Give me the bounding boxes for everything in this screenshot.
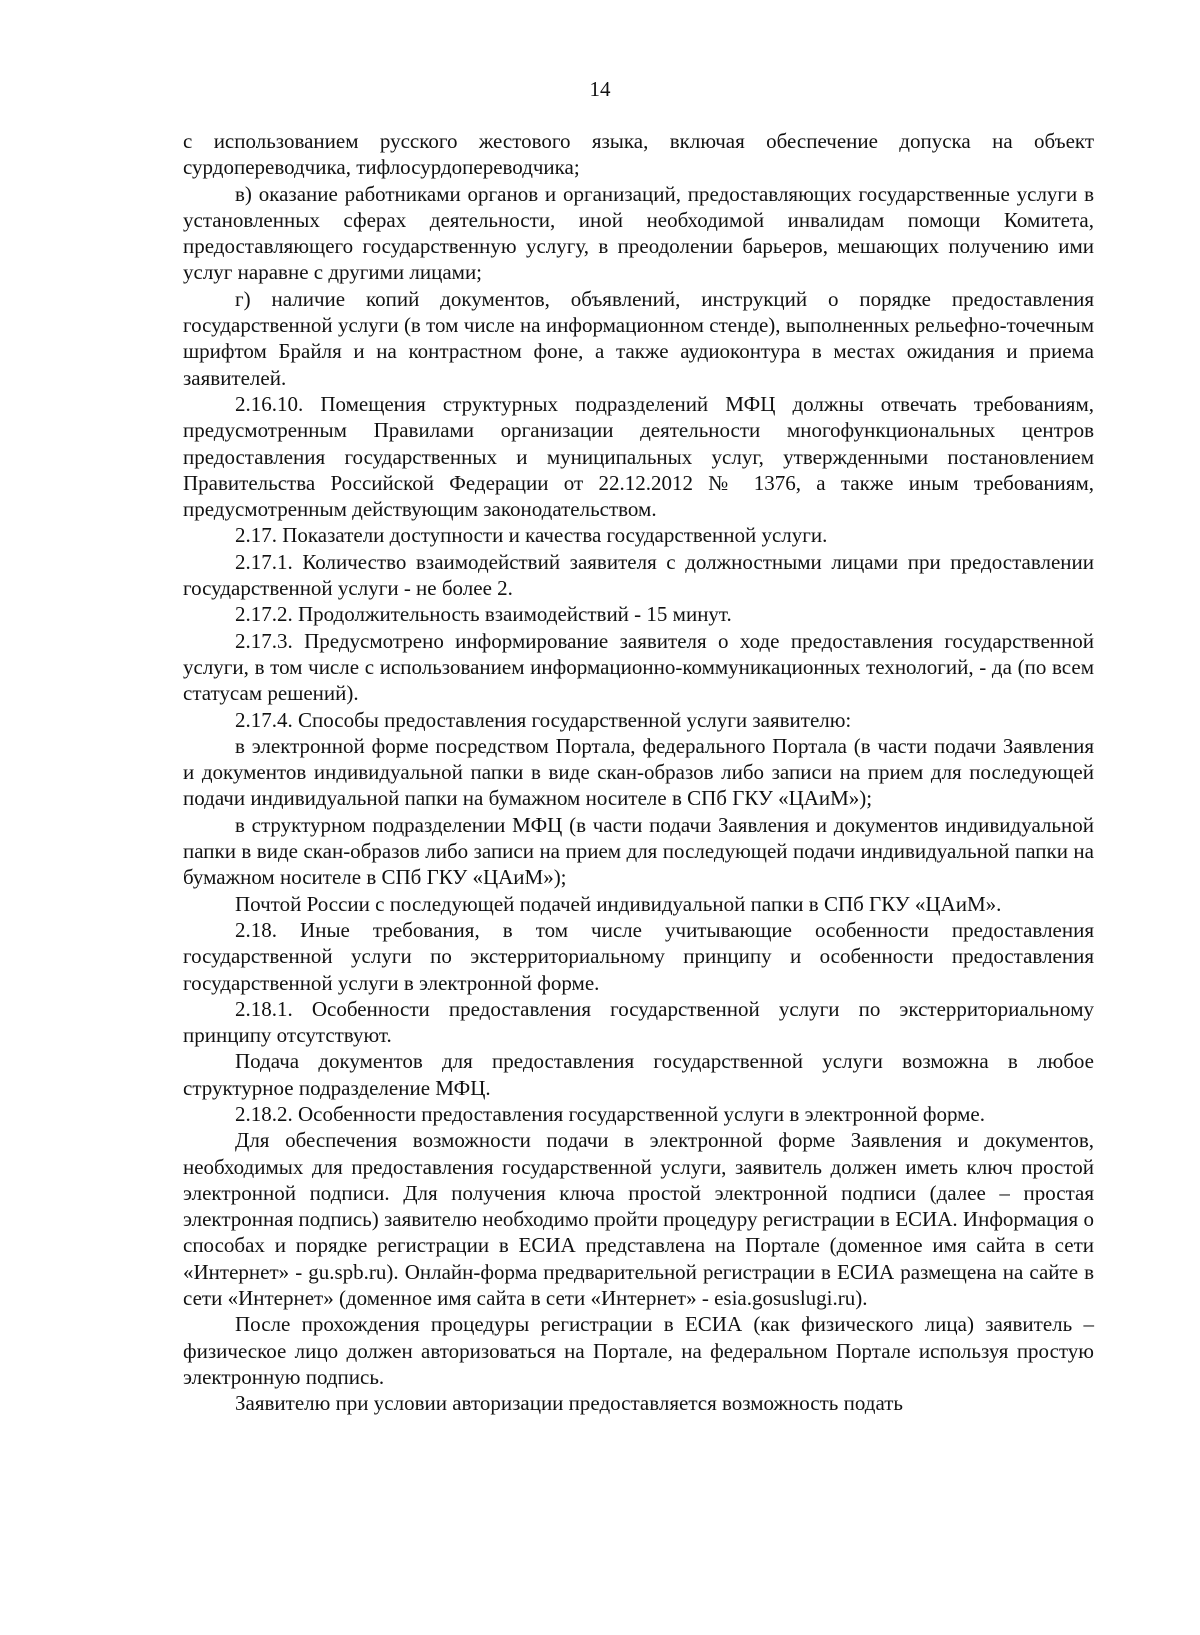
paragraph: 2.17. Показатели доступности и качества государственной услуги. — [235, 523, 828, 548]
paragraph: в структурном подразделении МФЦ (в части подачи Заявления и документов индивидуальной папки в виде скан-образов либо записи на прием для последующей подачи индивидуальной папки на бумажном носителе в СПб ГКУ «ЦАиМ»); — [183, 812, 1094, 890]
paragraph: г) наличие копий документов, объявлений, инструкций о порядке предоставления государственной услуги (в том числе на информационном стенде), выполненных рельефно-точечным шрифтом Брайля и на контрастном фоне, а также аудиоконтура в местах ожидания и приема заявителей. — [183, 286, 1094, 390]
paragraph: 2.17.3. Предусмотрено информирование заявителя о ходе предоставления государственной услуги, в том числе с использованием информационно-коммуникационных технологий, - да (по всем статусам решений). — [183, 628, 1094, 706]
paragraph: Заявителю при условии авторизации предоставляется возможность подать — [235, 1391, 903, 1416]
paragraph: 2.18. Иные требования, в том числе учитывающие особенности предоставления государственной услуги по экстерриториальному принципу и особенности предоставления государственной услуги в электронной форме. — [183, 917, 1094, 995]
paragraph: 2.18.2. Особенности предоставления государственной услуги в электронной форме. — [235, 1101, 985, 1126]
document-body — [183, 128, 1094, 1417]
page-number: 14 — [589, 77, 611, 101]
paragraph: в) оказание работниками органов и организаций, предоставляющих государственные услуги в установленных сферах деятельности, иной необходимой инвалидам помощи Комитета, предоставляющего государственную услугу, в преодолении барьеров, мешающих получению ими услуг наравне с другими лицами; — [183, 181, 1094, 285]
paragraph: 2.17.4. Способы предоставления государственной услуги заявителю: — [235, 707, 852, 732]
paragraph: Почтой России с последующей подачей индивидуальной папки в СПб ГКУ «ЦАиМ». — [235, 891, 1002, 916]
paragraph: 2.17.2. Продолжительность взаимодействий - 15 минут. — [235, 602, 732, 627]
paragraph: в электронной форме посредством Портала, федерального Портала (в части подачи Заявления и документов индивидуальной папки в виде скан-образов либо записи на прием для последующей подачи индивидуальной папки на бумажном носителе в СПб ГКУ «ЦАиМ»); — [183, 733, 1094, 811]
paragraph: Подача документов для предоставления государственной услуги возможна в любое структурное подразделение МФЦ. — [183, 1049, 1094, 1100]
paragraph: 2.17.1. Количество взаимодействий заявителя с должностными лицами при предоставлении государственной услуги - не более 2. — [183, 549, 1094, 601]
paragraph: 2.18.1. Особенности предоставления государственной услуги по экстерриториальному принципу отсутствуют. — [183, 996, 1094, 1048]
paragraph: После прохождения процедуры регистрации в ЕСИА (как физического лица) заявитель – физическое лицо должен авторизоваться на Портале, на федеральном Портале используя простую электронную подпись. — [183, 1312, 1094, 1389]
paragraph: 2.16.10. Помещения структурных подразделений МФЦ должны отвечать требованиям, предусмотренным Правилами организации деятельности многофункциональных центров предоставления государственных и муниципальных услуг, утвержденными постановлением Правительства Российской Федерации от 22.12.2012 № 1376, а также иным требованиям, предусмотренным действующим законодательством. — [183, 391, 1094, 522]
paragraph: с использованием русского жестового языка, включая обеспечение допуска на объект сурдопереводчика, тифлосурдопереводчика; — [183, 129, 1094, 180]
paragraph: Для обеспечения возможности подачи в электронной форме Заявления и документов, необходимых для предоставления государственной услуги, заявитель должен иметь ключ простой электронной подписи. Для получения ключа простой электронной подписи (далее – простая электронная подпись) заявителю необходимо пройти процедуру регистрации в ЕСИА. Информация о способах и порядке регистрации в ЕСИА представлена на Портале (доменное имя сайта в сети «Интернет» - gu.spb.ru). Онлайн-форма предварительной регистрации в ЕСИА размещена на сайте в сети «Интернет» (доменное имя сайта в сети «Интернет» - esia.gosuslugi.ru). — [183, 1128, 1094, 1311]
